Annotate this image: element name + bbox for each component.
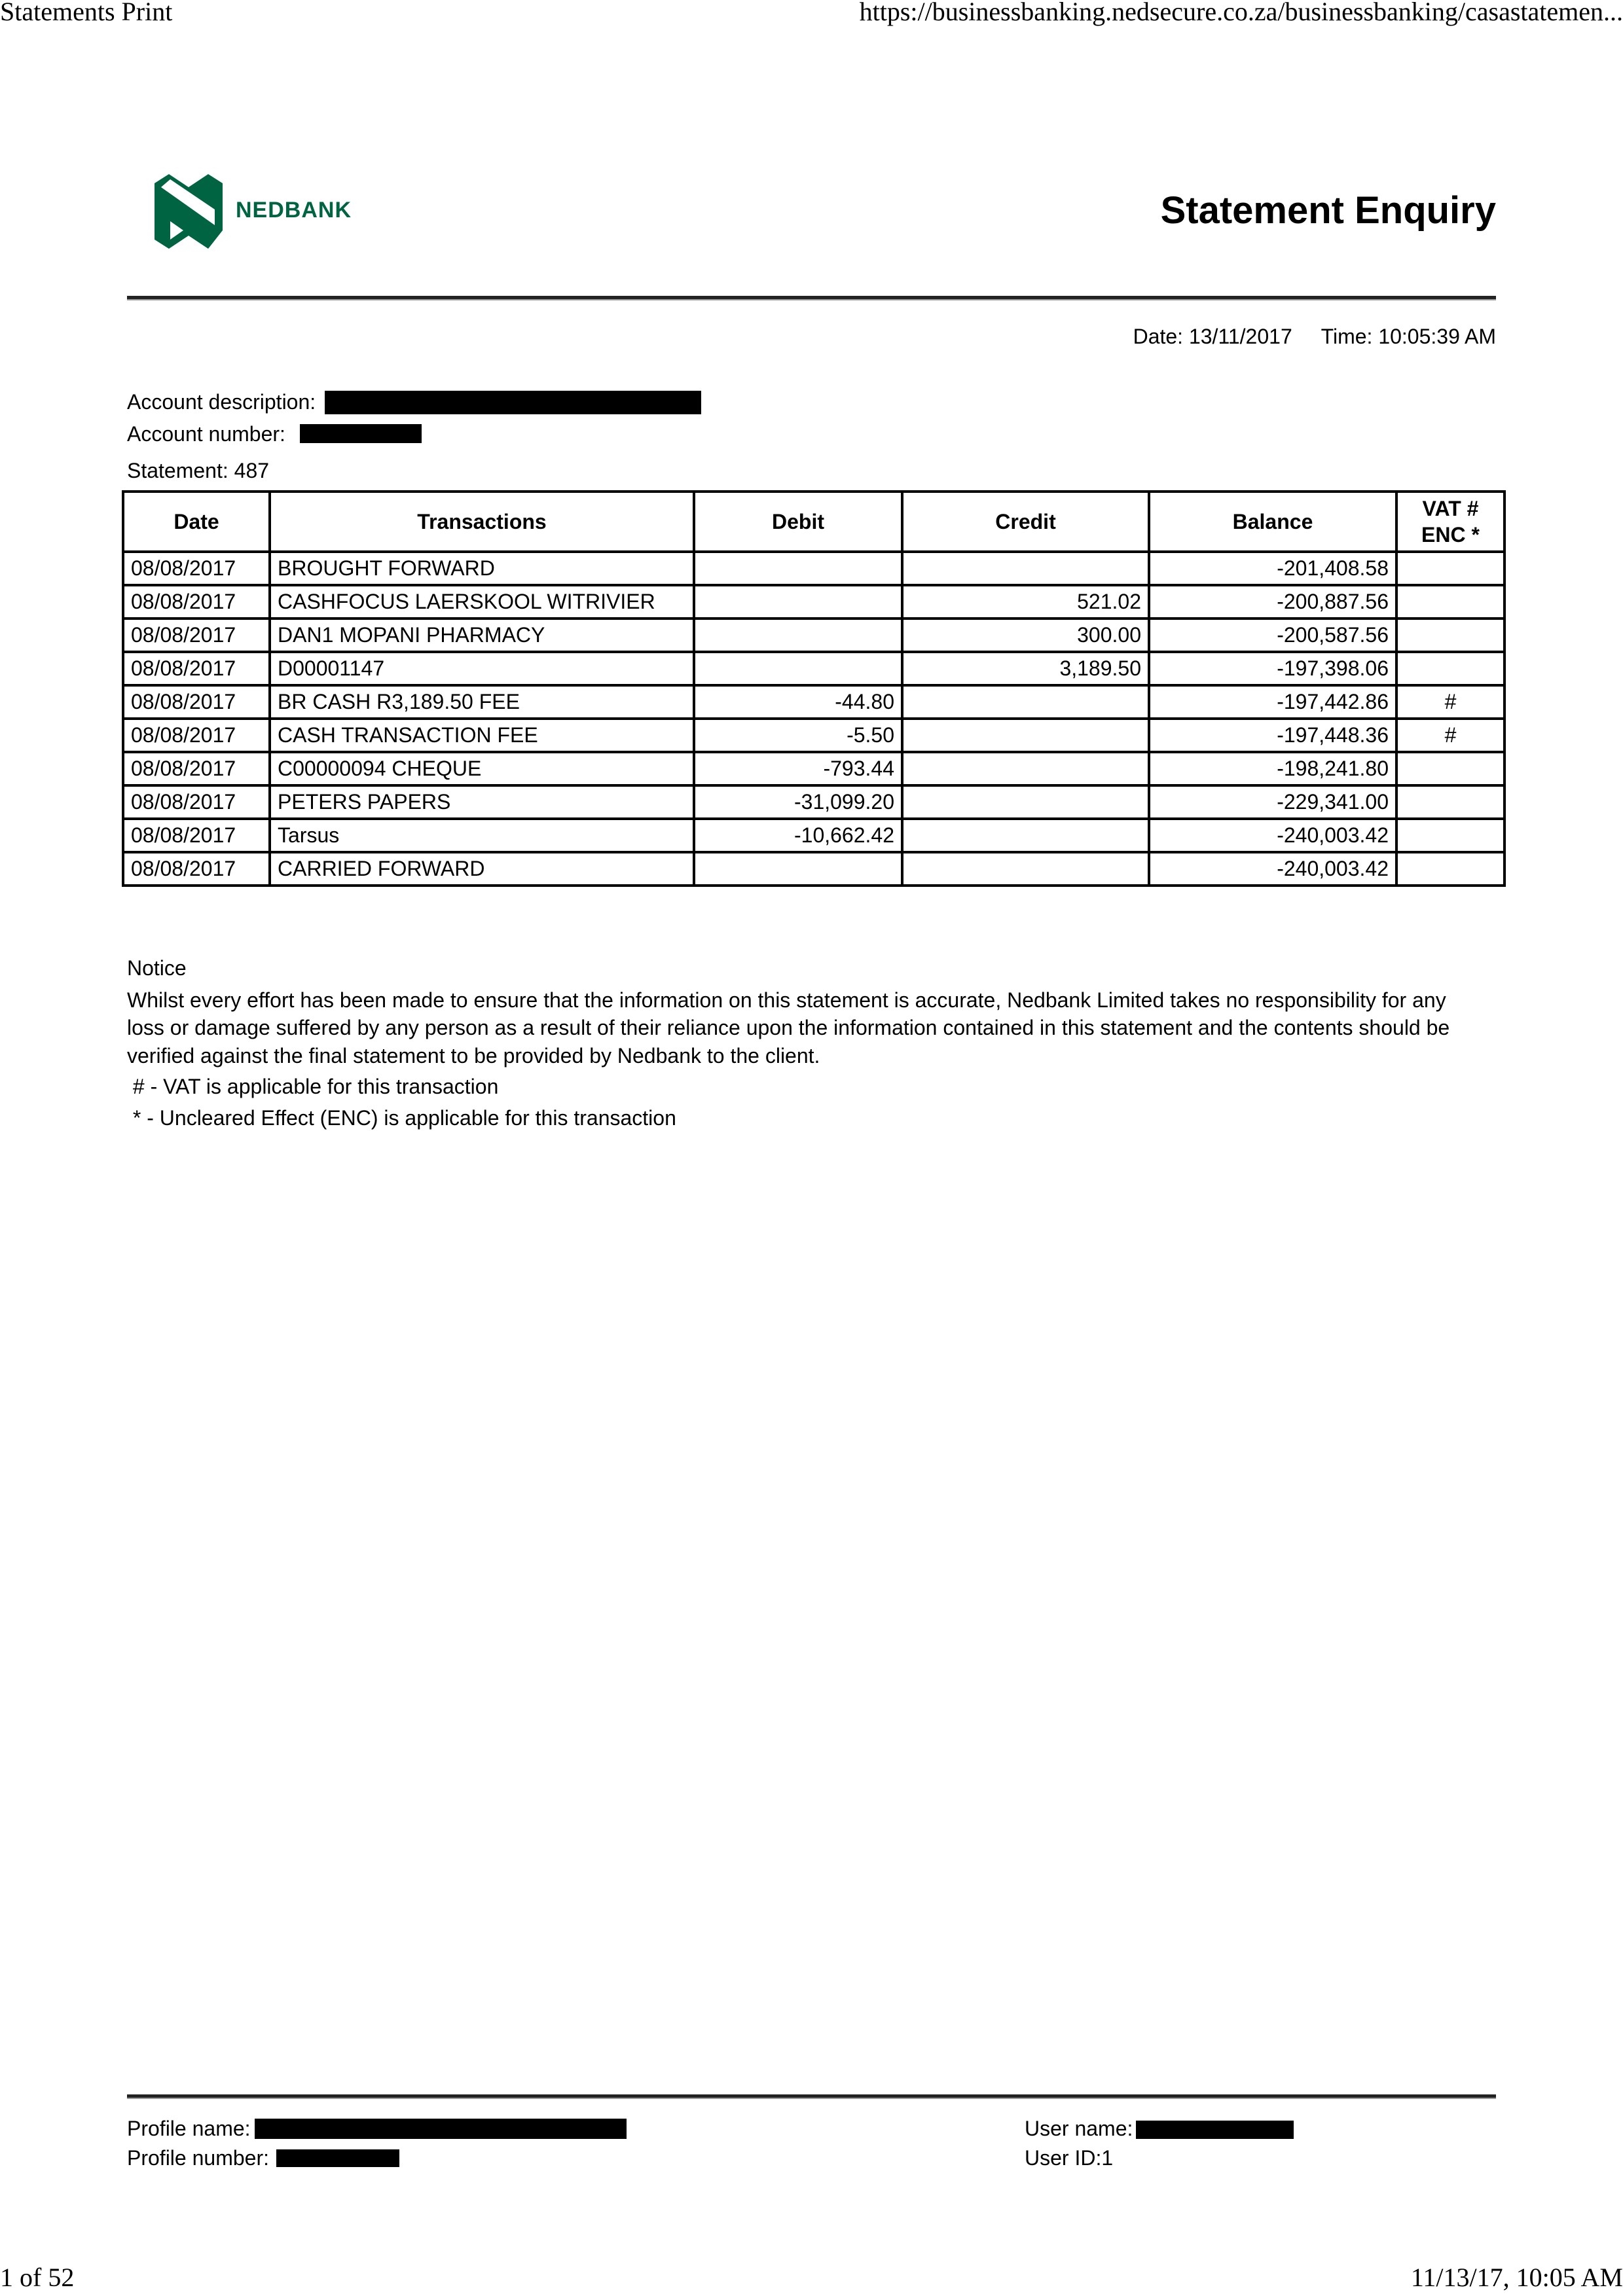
cell-transaction: DAN1 MOPANI PHARMACY bbox=[270, 619, 694, 652]
col-credit: Credit bbox=[902, 492, 1149, 552]
cell-date: 08/08/2017 bbox=[123, 752, 270, 785]
cell-debit bbox=[694, 552, 902, 585]
transactions-table bbox=[122, 490, 1506, 887]
col-debit: Debit bbox=[694, 492, 902, 552]
cell-vat-enc bbox=[1396, 585, 1504, 619]
cell-balance: -200,587.56 bbox=[1149, 619, 1396, 652]
nedbank-logo bbox=[149, 173, 352, 253]
table-row bbox=[123, 719, 1504, 752]
redaction-profile-number bbox=[276, 2149, 399, 2167]
table-row bbox=[123, 785, 1504, 819]
notice-body: Whilst every effort has been made to ensure that the information on this statement is accurate, Nedbank Limited takes no responsibility for any loss or damage suffered by any person as a result of their reliance upon the information contained in this statement and the contents should be verified against the final statement to be provided by Nedbank to the client. bbox=[127, 988, 1450, 1067]
notice-title: Notice bbox=[127, 956, 187, 980]
cell-balance: -197,448.36 bbox=[1149, 719, 1396, 752]
table-header-row bbox=[123, 492, 1504, 552]
cell-credit bbox=[902, 719, 1149, 752]
redaction-account-number bbox=[300, 424, 422, 443]
cell-transaction: Tarsus bbox=[270, 819, 694, 852]
cell-credit bbox=[902, 852, 1149, 886]
page-count: 1 of 52 bbox=[0, 2263, 75, 2292]
statement-datetime bbox=[1133, 325, 1496, 349]
page-title: Statement Enquiry bbox=[1160, 189, 1496, 232]
redaction-profile-name bbox=[255, 2119, 627, 2139]
cell-credit bbox=[902, 752, 1149, 785]
cell-vat-enc bbox=[1396, 819, 1504, 852]
redaction-account-description bbox=[325, 391, 701, 414]
header-divider bbox=[127, 296, 1496, 300]
statement-number: Statement: 487 bbox=[127, 459, 270, 482]
cell-vat-enc bbox=[1396, 652, 1504, 685]
cell-balance: -197,442.86 bbox=[1149, 685, 1396, 719]
cell-vat-enc bbox=[1396, 552, 1504, 585]
cell-transaction: BROUGHT FORWARD bbox=[270, 552, 694, 585]
cell-balance: -229,341.00 bbox=[1149, 785, 1396, 819]
browser-url: https://businessbanking.nedsecure.co.za/businessbanking/casastatemen... bbox=[859, 0, 1623, 26]
cell-date: 08/08/2017 bbox=[123, 819, 270, 852]
cell-balance: -240,003.42 bbox=[1149, 819, 1396, 852]
col-vat: VAT # bbox=[1422, 497, 1479, 520]
cell-balance: -198,241.80 bbox=[1149, 752, 1396, 785]
cell-transaction: C00000094 CHEQUE bbox=[270, 752, 694, 785]
table-row bbox=[123, 619, 1504, 652]
cell-vat-enc bbox=[1396, 852, 1504, 886]
cell-debit: -793.44 bbox=[694, 752, 902, 785]
vat-note: # - VAT is applicable for this transaction bbox=[127, 1075, 499, 1098]
cell-date: 08/08/2017 bbox=[123, 652, 270, 685]
cell-balance: -240,003.42 bbox=[1149, 852, 1396, 886]
cell-balance: -197,398.06 bbox=[1149, 652, 1396, 685]
enc-note: * - Uncleared Effect (ENC) is applicable for this transaction bbox=[127, 1105, 676, 1130]
cell-credit: 300.00 bbox=[902, 619, 1149, 652]
notice-section bbox=[127, 954, 1502, 1132]
cell-debit: -31,099.20 bbox=[694, 785, 902, 819]
account-description-label: Account description: bbox=[127, 390, 316, 414]
cell-date: 08/08/2017 bbox=[123, 552, 270, 585]
table-row bbox=[123, 852, 1504, 886]
cell-vat-enc: # bbox=[1396, 719, 1504, 752]
cell-date: 08/08/2017 bbox=[123, 619, 270, 652]
cell-vat-enc bbox=[1396, 619, 1504, 652]
cell-transaction: BR CASH R3,189.50 FEE bbox=[270, 685, 694, 719]
cell-transaction: CASH TRANSACTION FEE bbox=[270, 719, 694, 752]
table-row bbox=[123, 552, 1504, 585]
cell-credit bbox=[902, 552, 1149, 585]
browser-page-title: Statements Print bbox=[0, 0, 173, 26]
cell-vat-enc: # bbox=[1396, 685, 1504, 719]
col-enc: ENC * bbox=[1421, 523, 1480, 547]
cell-debit: -44.80 bbox=[694, 685, 902, 719]
cell-debit bbox=[694, 852, 902, 886]
cell-debit: -10,662.42 bbox=[694, 819, 902, 852]
col-transactions: Transactions bbox=[270, 492, 694, 552]
nedbank-logo-icon bbox=[149, 173, 228, 250]
user-name-label: User name: bbox=[1025, 2117, 1133, 2140]
cell-date: 08/08/2017 bbox=[123, 852, 270, 886]
cell-transaction: CASHFOCUS LAERSKOOL WITRIVIER bbox=[270, 585, 694, 619]
table-row bbox=[123, 819, 1504, 852]
cell-date: 08/08/2017 bbox=[123, 719, 270, 752]
statement-date: Date: 13/11/2017 bbox=[1133, 325, 1292, 348]
cell-date: 08/08/2017 bbox=[123, 685, 270, 719]
cell-debit bbox=[694, 619, 902, 652]
redaction-user-name bbox=[1136, 2121, 1294, 2139]
profile-number-label: Profile number: bbox=[127, 2146, 269, 2170]
nedbank-logo-text: NEDBANK bbox=[236, 198, 352, 223]
profile-name-label: Profile name: bbox=[127, 2117, 251, 2140]
col-balance: Balance bbox=[1149, 492, 1396, 552]
cell-transaction: CARRIED FORWARD bbox=[270, 852, 694, 886]
cell-credit: 521.02 bbox=[902, 585, 1149, 619]
footer-divider bbox=[127, 2094, 1496, 2099]
cell-transaction: PETERS PAPERS bbox=[270, 785, 694, 819]
print-datetime: 11/13/17, 10:05 AM bbox=[1410, 2263, 1623, 2292]
cell-debit bbox=[694, 652, 902, 685]
cell-credit: 3,189.50 bbox=[902, 652, 1149, 685]
cell-debit: -5.50 bbox=[694, 719, 902, 752]
statement-time: Time: 10:05:39 AM bbox=[1321, 325, 1496, 348]
cell-transaction: D00001147 bbox=[270, 652, 694, 685]
cell-credit bbox=[902, 785, 1149, 819]
cell-credit bbox=[902, 819, 1149, 852]
cell-vat-enc bbox=[1396, 785, 1504, 819]
cell-date: 08/08/2017 bbox=[123, 585, 270, 619]
cell-date: 08/08/2017 bbox=[123, 785, 270, 819]
user-id: User ID:1 bbox=[1025, 2146, 1114, 2170]
cell-debit bbox=[694, 585, 902, 619]
col-vat-enc bbox=[1396, 492, 1504, 552]
account-number-label: Account number: bbox=[127, 422, 285, 446]
col-date: Date bbox=[123, 492, 270, 552]
cell-balance: -200,887.56 bbox=[1149, 585, 1396, 619]
table-row bbox=[123, 752, 1504, 785]
cell-vat-enc bbox=[1396, 752, 1504, 785]
table-row bbox=[123, 685, 1504, 719]
cell-credit bbox=[902, 685, 1149, 719]
table-row bbox=[123, 652, 1504, 685]
table-row bbox=[123, 585, 1504, 619]
cell-balance: -201,408.58 bbox=[1149, 552, 1396, 585]
